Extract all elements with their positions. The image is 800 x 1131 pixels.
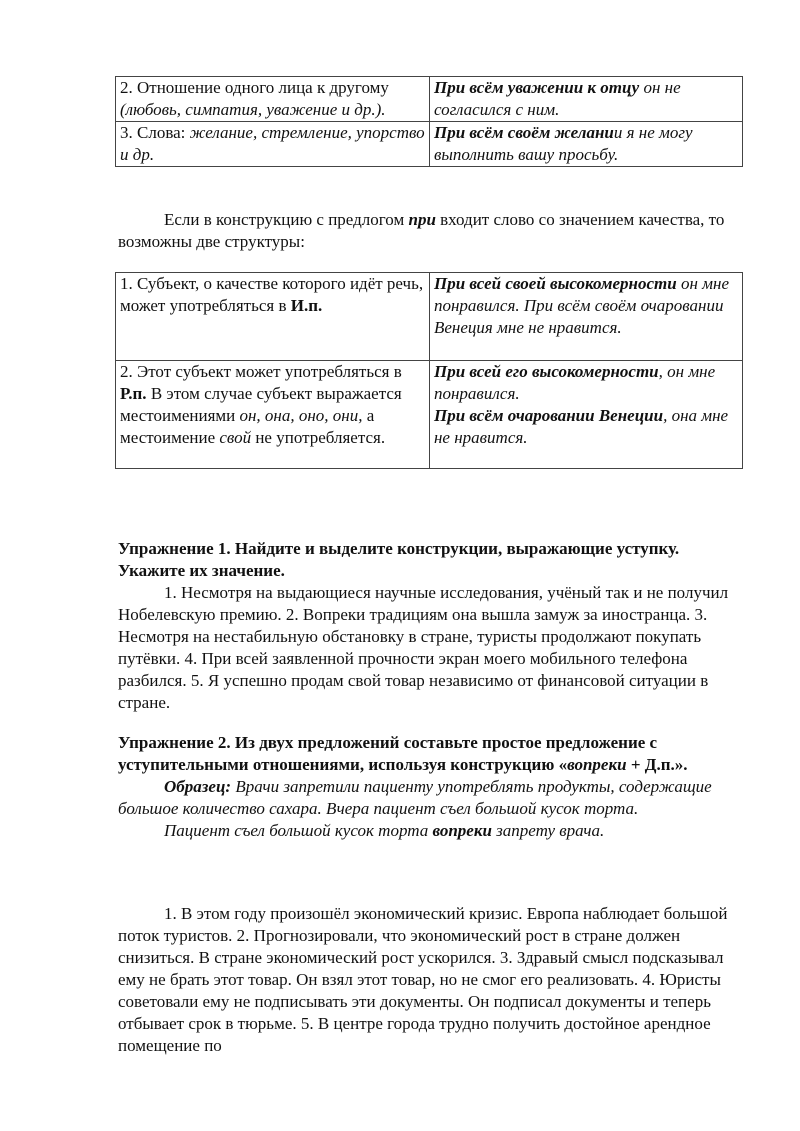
table-row — [116, 273, 743, 361]
exercise-2 — [118, 732, 748, 842]
exercise-1-title: Упражнение 1. Найдите и выделите конструкции, выражающие уступку. Укажите их значение. — [118, 539, 680, 580]
cell-text-bold: И.п. — [290, 296, 323, 315]
table-cell — [116, 77, 430, 122]
example-text: , она мне не нравится. — [434, 406, 729, 447]
answer-bold: вопреки — [432, 821, 492, 840]
answer-text: Пациент съел большой кусок торта — [164, 821, 433, 840]
intro-text: Если в конструкцию с предлогом — [164, 210, 409, 229]
table-cell — [430, 273, 743, 361]
table-row — [116, 122, 743, 167]
example-text: , он мне понравился. — [434, 362, 716, 403]
cell-text-italic: свой — [219, 428, 252, 447]
cell-text: а местоимение — [120, 406, 375, 447]
cell-text-italic: желание, стремление, упорство и др. — [120, 123, 425, 164]
exercise-2-text: 1. В этом году произошёл экономический кризис. Европа наблюдает большой поток туристов. 2. Прогнозировали, что экономический рост в стране должен снизиться. В стране экономический рост ускорился. 3. Здравый смысл подсказывал ему не брать этот товар. Он взял этот товар, но не смог его реализовать. 4. Юристы советовали ему не подписывать эти документы. Он подписал документы и теперь отбывает срок в тюрьме. 5. В центре города трудно получить достойное арендное помещение по — [118, 904, 728, 1055]
table-row — [116, 77, 743, 122]
sample-label: Образец: — [164, 777, 232, 796]
table-cell — [116, 361, 430, 469]
table-cell — [430, 361, 743, 469]
title-text: Упражнение 2. Из двух предложений составьте простое предложение с уступительными отношениями, используя конструкцию « — [118, 733, 658, 774]
table-quality-structures — [115, 272, 743, 469]
example-bold: При всём очаровании Венеции — [434, 406, 664, 425]
exercise-2-title — [118, 732, 748, 776]
example-text: он мне понравился. При всём своём очаровании Венеция мне не нравится. — [434, 274, 729, 337]
cell-text-italic: (любовь, симпатия, уважение и др.). — [120, 100, 386, 119]
sample-text: Врачи запретили пациенту употреблять продукты, содержащие большое количество сахара. Вчера пациент съел большой кусок торта. — [118, 777, 712, 818]
sample-paragraph — [118, 776, 748, 820]
cell-text-bold: Р.п. — [120, 384, 147, 403]
title-text-end: + Д.п.». — [626, 755, 688, 774]
example-bold: При всём своём желани — [434, 123, 614, 142]
cell-text: 2. Этот субъект может употребляться в — [120, 362, 402, 381]
cell-text: 1. Субъект, о качестве которого идёт речь, может употребляться в — [120, 274, 424, 315]
cell-text: В этом случае субъект выражается местоимениями — [120, 384, 402, 425]
table-row — [116, 361, 743, 469]
title-italic: вопреки — [567, 755, 627, 774]
table-cell — [116, 273, 430, 361]
table-cell — [116, 122, 430, 167]
example-text: и я не могу выполнить вашу просьбу. — [434, 123, 693, 164]
exercise-1 — [118, 538, 748, 714]
intro-pri: при — [408, 210, 436, 229]
answer-text-end: запрету врача. — [491, 821, 605, 840]
cell-text: не употребляется. — [251, 428, 386, 447]
intro-paragraph — [118, 209, 748, 253]
example-bold: При всём уважении к отцу — [434, 78, 640, 97]
table-cell — [430, 122, 743, 167]
intro-text-end: входит слово со значением качества, то возможны две структуры: — [118, 210, 725, 251]
cell-text: 2. Отношение одного лица к другому — [120, 78, 389, 97]
sample-answer — [118, 820, 748, 842]
example-bold: При всей его высокомерности — [434, 362, 659, 381]
cell-text: 3. Слова: — [120, 123, 190, 142]
example-bold: При всей своей высокомерности — [434, 274, 677, 293]
example-text: он не согласился с ним. — [434, 78, 681, 119]
cell-text-italic: он, она, оно, они, — [239, 406, 363, 425]
exercise-1-text: 1. Несмотря на выдающиеся научные исследования, учёный так и не получил Нобелевскую премию. 2. Вопреки традициям она вышла замуж за иностранца. 3. Несмотря на нестабильную обстановку в стране, туристы продолжают покупать путёвки. 4. При всей заявленной прочности экран моего мобильного телефона разбился. 5. Я успешно продам свой товар независимо от финансовой ситуации в стране. — [118, 583, 729, 712]
table-cell — [430, 77, 743, 122]
table-meaning-pri-1 — [115, 76, 743, 167]
